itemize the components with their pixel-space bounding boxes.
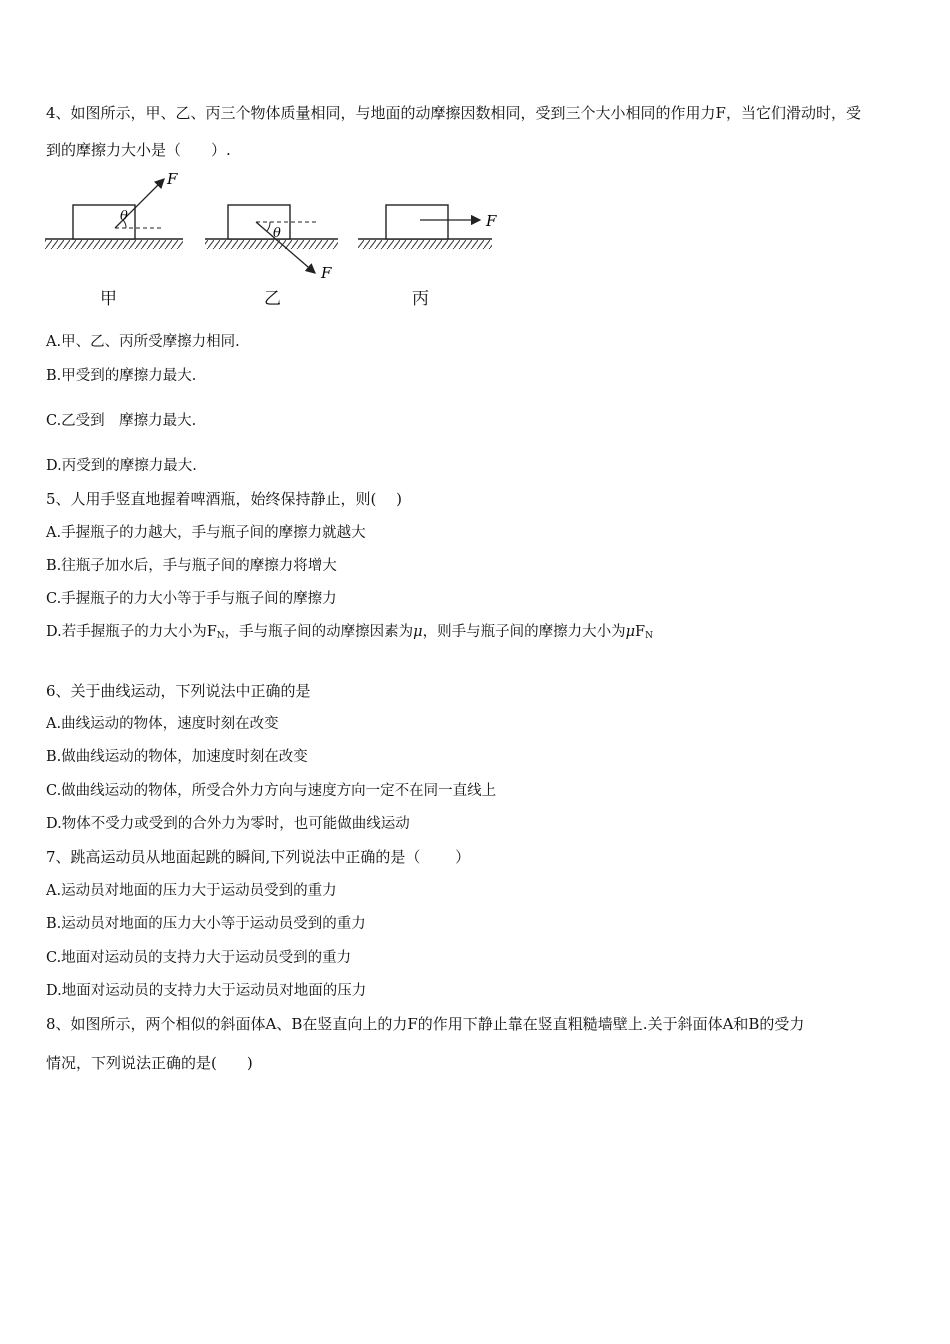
q4-option-d: D.丙受到的摩擦力最大. [46,458,197,474]
force-label: F [486,212,497,230]
q5-option-d-part4: F [635,624,646,640]
q7-option-c: C.地面对运动员的支持力大于运动员受到的重力 [46,950,352,966]
q5-option-d-part2: ，手与瓶子间的动摩擦因素为 [224,624,414,640]
q5-stem: 5、人用手竖直地握着啤酒瓶，始终保持静止，则( ) [46,490,403,508]
angle-label: θ [273,226,281,241]
q5-option-d-sub2: N [645,631,653,641]
q6-option-d: D.物体不受力或受到的合外力为零时，也可能做曲线运动 [46,816,410,832]
q7-option-d: D.地面对运动员的支持力大于运动员对地面的压力 [46,983,367,999]
q5-option-d [46,622,653,646]
q6-option-b: B.做曲线运动的物体，加速度时刻在改变 [46,749,308,765]
q4-option-a: A.甲、乙、丙所受摩擦力相同. [46,334,240,350]
mu-symbol: μ [413,624,423,640]
diagram-bing [358,205,497,249]
force-label: F [167,170,178,188]
q7-stem: 7、跳高运动员从地面起跳的瞬间,下列说法中正确的是（ ） [46,848,471,866]
q6-option-c: C.做曲线运动的物体，所受合外力方向与速度方向一定不在同一直线上 [46,783,497,799]
q5-option-d-sub1: N [216,631,225,641]
q7-option-b: B.运动员对地面的压力大小等于运动员受到的重力 [46,916,366,932]
q5-option-d-part1: D.若手握瓶子的力大小为F [46,624,217,640]
q5-option-a: A.手握瓶子的力越大，手与瓶子间的摩擦力就越大 [46,525,366,541]
diagram-yi [205,205,338,282]
q8-stem-line1: 8、如图所示，两个相似的斜面体A、B在竖直向上的力F的作用下静止靠在竖直粗糙墙壁上.关于斜面体A和B的受力 [46,1015,805,1033]
q7-option-a: A.运动员对地面的压力大于运动员受到的重力 [46,883,337,899]
q8-stem-line2: 情况，下列说法正确的是( ) [46,1054,253,1072]
q6-option-a: A.曲线运动的物体，速度时刻在改变 [46,716,279,732]
q4-stem-line1: 4、如图所示，甲、乙、丙三个物体质量相同，与地面的动摩擦因数相同，受到三个大小相同的作用力F，当它们滑动时，受 [46,104,861,122]
q4-option-b: B.甲受到的摩擦力最大. [46,368,197,384]
q5-option-c: C.手握瓶子的力大小等于手与瓶子间的摩擦力 [46,591,337,607]
diagram-jia [45,170,183,249]
q4-stem-line2: 到的摩擦力大小是（ ）. [46,141,231,159]
q6-stem: 6、关于曲线运动，下列说法中正确的是 [46,682,311,700]
q4-figure [40,168,520,313]
q4-option-c: C.乙受到 摩擦力最大. [46,413,197,429]
label-jia: 甲 [100,289,117,309]
mu-symbol: μ [625,624,636,640]
q5-option-d-part3: ，则手与瓶子间的摩擦力大小为 [422,624,626,640]
angle-label: θ [120,209,128,224]
label-yi: 乙 [264,289,281,309]
q5-option-b: B.往瓶子加水后，手与瓶子间的摩擦力将增大 [46,558,337,574]
force-label: F [321,264,332,282]
label-bing: 丙 [412,289,429,309]
